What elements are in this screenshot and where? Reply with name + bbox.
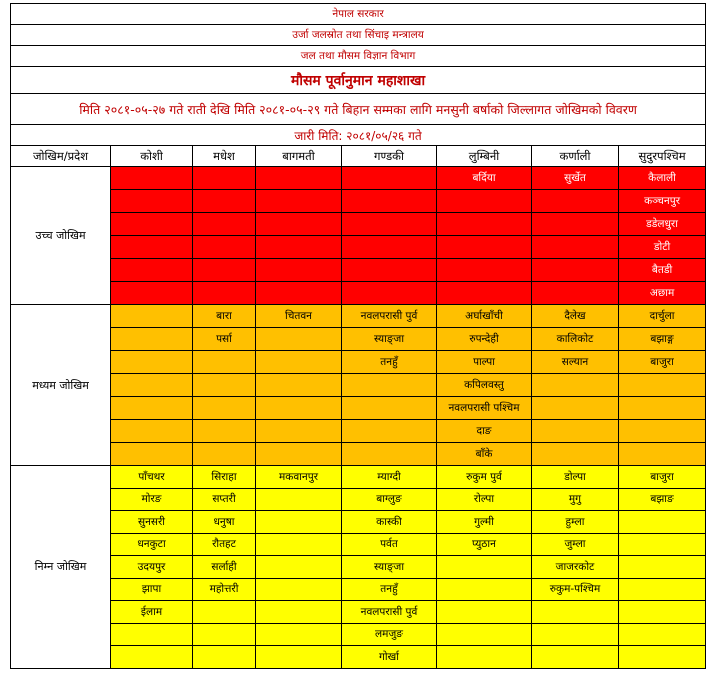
district-cell <box>532 259 619 282</box>
district-cell <box>111 167 193 190</box>
district-cell <box>256 646 342 669</box>
district-cell <box>111 374 193 397</box>
district-cell <box>111 646 193 669</box>
district-cell <box>193 623 256 646</box>
district-cell: हुम्ला <box>532 511 619 534</box>
column-header-province: कर्णाली <box>532 146 619 167</box>
district-cell <box>256 282 342 305</box>
district-cell <box>111 236 193 259</box>
district-cell: धनकुटा <box>111 533 193 556</box>
district-cell <box>342 190 437 213</box>
district-cell: चितवन <box>256 305 342 328</box>
district-cell: दैलेख <box>532 305 619 328</box>
district-cell: उदयपुर <box>111 556 193 579</box>
district-cell <box>619 578 706 601</box>
district-cell <box>193 167 256 190</box>
table-row <box>11 167 706 190</box>
district-cell <box>342 236 437 259</box>
district-cell: रुपन्देही <box>437 328 532 351</box>
column-header-province: लुम्बिनी <box>437 146 532 167</box>
district-cell <box>532 374 619 397</box>
risk-level-label: उच्च जोखिम <box>11 167 111 305</box>
table-row <box>11 213 706 236</box>
table-row <box>11 351 706 374</box>
district-cell <box>193 213 256 236</box>
district-cell <box>256 351 342 374</box>
district-cell <box>256 420 342 443</box>
district-cell <box>111 443 193 466</box>
district-cell: स्याङ्जा <box>342 328 437 351</box>
table-row <box>11 533 706 556</box>
district-cell: जाजरकोट <box>532 556 619 579</box>
district-cell: सप्तरी <box>193 488 256 511</box>
district-cell <box>193 190 256 213</box>
risk-level-label: मध्यम जोखिम <box>11 305 111 466</box>
district-cell: कैलाली <box>619 167 706 190</box>
table-row <box>11 259 706 282</box>
department-heading: जल तथा मौसम विज्ञान विभाग <box>11 46 706 67</box>
division-heading: मौसम पूर्वानुमान महाशाखा <box>11 67 706 94</box>
table-row <box>11 236 706 259</box>
district-cell <box>342 213 437 236</box>
district-cell: कालिकोट <box>532 328 619 351</box>
district-cell: महोत्तरी <box>193 578 256 601</box>
district-cell <box>193 351 256 374</box>
district-cell <box>619 374 706 397</box>
district-cell: प्युठान <box>437 533 532 556</box>
district-cell: मकवानपुर <box>256 466 342 489</box>
district-cell <box>342 374 437 397</box>
district-cell <box>256 578 342 601</box>
district-cell <box>532 601 619 624</box>
district-cell <box>256 397 342 420</box>
table-row <box>11 190 706 213</box>
column-header-row <box>11 146 706 167</box>
district-cell: सल्यान <box>532 351 619 374</box>
district-cell: स्याङ्जा <box>342 556 437 579</box>
district-cell <box>437 556 532 579</box>
district-cell <box>256 167 342 190</box>
gov-heading: नेपाल सरकार <box>11 4 706 25</box>
district-cell: रुकुम पुर्व <box>437 466 532 489</box>
district-cell <box>437 646 532 669</box>
district-cell <box>256 443 342 466</box>
district-cell: म्याग्दी <box>342 466 437 489</box>
district-cell: रुकुम-पश्चिम <box>532 578 619 601</box>
district-cell: झापा <box>111 578 193 601</box>
table-row <box>11 305 706 328</box>
district-cell <box>193 374 256 397</box>
district-cell: नवलपरासी पुर्व <box>342 601 437 624</box>
district-cell <box>342 282 437 305</box>
column-header-risk-province: जोखिम/प्रदेश <box>11 146 111 167</box>
district-cell <box>532 236 619 259</box>
district-cell <box>437 601 532 624</box>
district-cell <box>437 623 532 646</box>
district-cell <box>342 443 437 466</box>
district-cell: कास्की <box>342 511 437 534</box>
district-cell <box>193 282 256 305</box>
district-cell <box>111 190 193 213</box>
district-cell: गुल्मी <box>437 511 532 534</box>
district-cell <box>193 397 256 420</box>
district-cell <box>111 305 193 328</box>
district-cell: गोर्खा <box>342 646 437 669</box>
district-cell: मोरङ <box>111 488 193 511</box>
district-cell: तनहुँ <box>342 351 437 374</box>
district-cell <box>619 601 706 624</box>
district-cell <box>193 601 256 624</box>
district-cell <box>437 236 532 259</box>
district-cell <box>619 533 706 556</box>
district-cell <box>437 190 532 213</box>
district-cell: अछाम <box>619 282 706 305</box>
district-cell <box>619 556 706 579</box>
risk-level-label: निम्न जोखिम <box>11 466 111 669</box>
district-cell <box>111 420 193 443</box>
district-cell: बैतडी <box>619 259 706 282</box>
district-cell: अर्घाखाँची <box>437 305 532 328</box>
district-cell: नवलपरासी पुर्व <box>342 305 437 328</box>
table-row <box>11 511 706 534</box>
district-cell <box>256 488 342 511</box>
district-cell <box>619 397 706 420</box>
district-cell <box>111 351 193 374</box>
column-header-province: बागमती <box>256 146 342 167</box>
ministry-heading: उर्जा जलस्रोत तथा सिंचाइ मन्त्रालय <box>11 25 706 46</box>
district-cell <box>619 646 706 669</box>
district-cell <box>256 328 342 351</box>
district-cell <box>532 190 619 213</box>
district-cell: सुनसरी <box>111 511 193 534</box>
issue-date: जारी मिति: २०८१/०५/२६ गते <box>11 125 706 146</box>
district-cell: डडेलधुरा <box>619 213 706 236</box>
district-cell <box>256 511 342 534</box>
district-cell <box>193 646 256 669</box>
district-cell <box>193 443 256 466</box>
district-cell <box>256 601 342 624</box>
district-cell <box>437 259 532 282</box>
district-cell <box>111 397 193 420</box>
table-row <box>11 466 706 489</box>
column-header-province: मधेश <box>193 146 256 167</box>
district-cell: कपिलवस्तु <box>437 374 532 397</box>
table-row <box>11 578 706 601</box>
district-cell <box>532 443 619 466</box>
district-cell <box>193 259 256 282</box>
district-cell <box>532 646 619 669</box>
district-cell: रौतहट <box>193 533 256 556</box>
district-cell <box>256 533 342 556</box>
table-row <box>11 488 706 511</box>
district-cell <box>532 213 619 236</box>
table-row <box>11 646 706 669</box>
district-cell: डोटी <box>619 236 706 259</box>
district-cell: डोल्पा <box>532 466 619 489</box>
district-cell <box>111 259 193 282</box>
district-cell: दार्चुला <box>619 305 706 328</box>
district-cell: दाङ <box>437 420 532 443</box>
table-row <box>11 443 706 466</box>
district-cell <box>619 420 706 443</box>
table-row <box>11 374 706 397</box>
district-cell <box>111 213 193 236</box>
district-cell <box>193 236 256 259</box>
district-cell: बझाङ <box>619 488 706 511</box>
district-cell: सिराहा <box>193 466 256 489</box>
district-cell: बझाङ्ग <box>619 328 706 351</box>
district-cell: बाँके <box>437 443 532 466</box>
forecast-document <box>10 3 705 669</box>
district-cell: पाँचथर <box>111 466 193 489</box>
district-cell <box>256 556 342 579</box>
district-cell <box>532 420 619 443</box>
district-cell <box>256 623 342 646</box>
district-cell <box>619 623 706 646</box>
district-cell <box>342 167 437 190</box>
district-cell <box>256 190 342 213</box>
district-cell: कञ्चनपुर <box>619 190 706 213</box>
district-cell: ईलाम <box>111 601 193 624</box>
district-cell <box>342 420 437 443</box>
district-cell: पाल्पा <box>437 351 532 374</box>
district-cell: पर्वत <box>342 533 437 556</box>
district-cell: बारा <box>193 305 256 328</box>
district-cell <box>437 213 532 236</box>
district-cell <box>619 511 706 534</box>
district-cell <box>342 259 437 282</box>
district-cell <box>437 282 532 305</box>
district-cell: तनहुँ <box>342 578 437 601</box>
column-header-province: सुदुरपश्चिम <box>619 146 706 167</box>
district-cell <box>532 397 619 420</box>
table-row <box>11 623 706 646</box>
table-row <box>11 282 706 305</box>
table-row <box>11 420 706 443</box>
district-cell: रोल्पा <box>437 488 532 511</box>
district-cell: पर्सा <box>193 328 256 351</box>
table-row <box>11 397 706 420</box>
district-cell: धनुषा <box>193 511 256 534</box>
district-cell <box>532 623 619 646</box>
district-cell: बर्दिया <box>437 167 532 190</box>
district-cell <box>256 374 342 397</box>
district-cell: लमजुङ <box>342 623 437 646</box>
table-row <box>11 556 706 579</box>
district-cell: मुगु <box>532 488 619 511</box>
district-cell <box>342 397 437 420</box>
district-cell <box>619 443 706 466</box>
district-cell: बाजुरा <box>619 466 706 489</box>
district-cell <box>193 420 256 443</box>
district-cell: सर्लाही <box>193 556 256 579</box>
district-cell <box>111 623 193 646</box>
district-cell: बाजुरा <box>619 351 706 374</box>
district-cell <box>532 282 619 305</box>
district-cell: जुम्ला <box>532 533 619 556</box>
district-cell <box>256 213 342 236</box>
risk-table <box>10 3 706 669</box>
district-cell: सुर्खेत <box>532 167 619 190</box>
district-cell: बाग्लुङ <box>342 488 437 511</box>
district-cell <box>256 236 342 259</box>
table-row <box>11 328 706 351</box>
district-cell: नवलपरासी पश्चिम <box>437 397 532 420</box>
column-header-province: कोशी <box>111 146 193 167</box>
district-cell <box>111 328 193 351</box>
district-cell <box>437 578 532 601</box>
column-header-province: गण्डकी <box>342 146 437 167</box>
district-cell <box>256 259 342 282</box>
district-cell <box>111 282 193 305</box>
forecast-subject: मिति २०८१-०५-२७ गते राती देखि मिति २०८१-०५-२९ गते बिहान सम्मका लागि मनसुनी बर्षाको जिल्लागत जोखिमको विवरण <box>11 94 706 125</box>
table-row <box>11 601 706 624</box>
